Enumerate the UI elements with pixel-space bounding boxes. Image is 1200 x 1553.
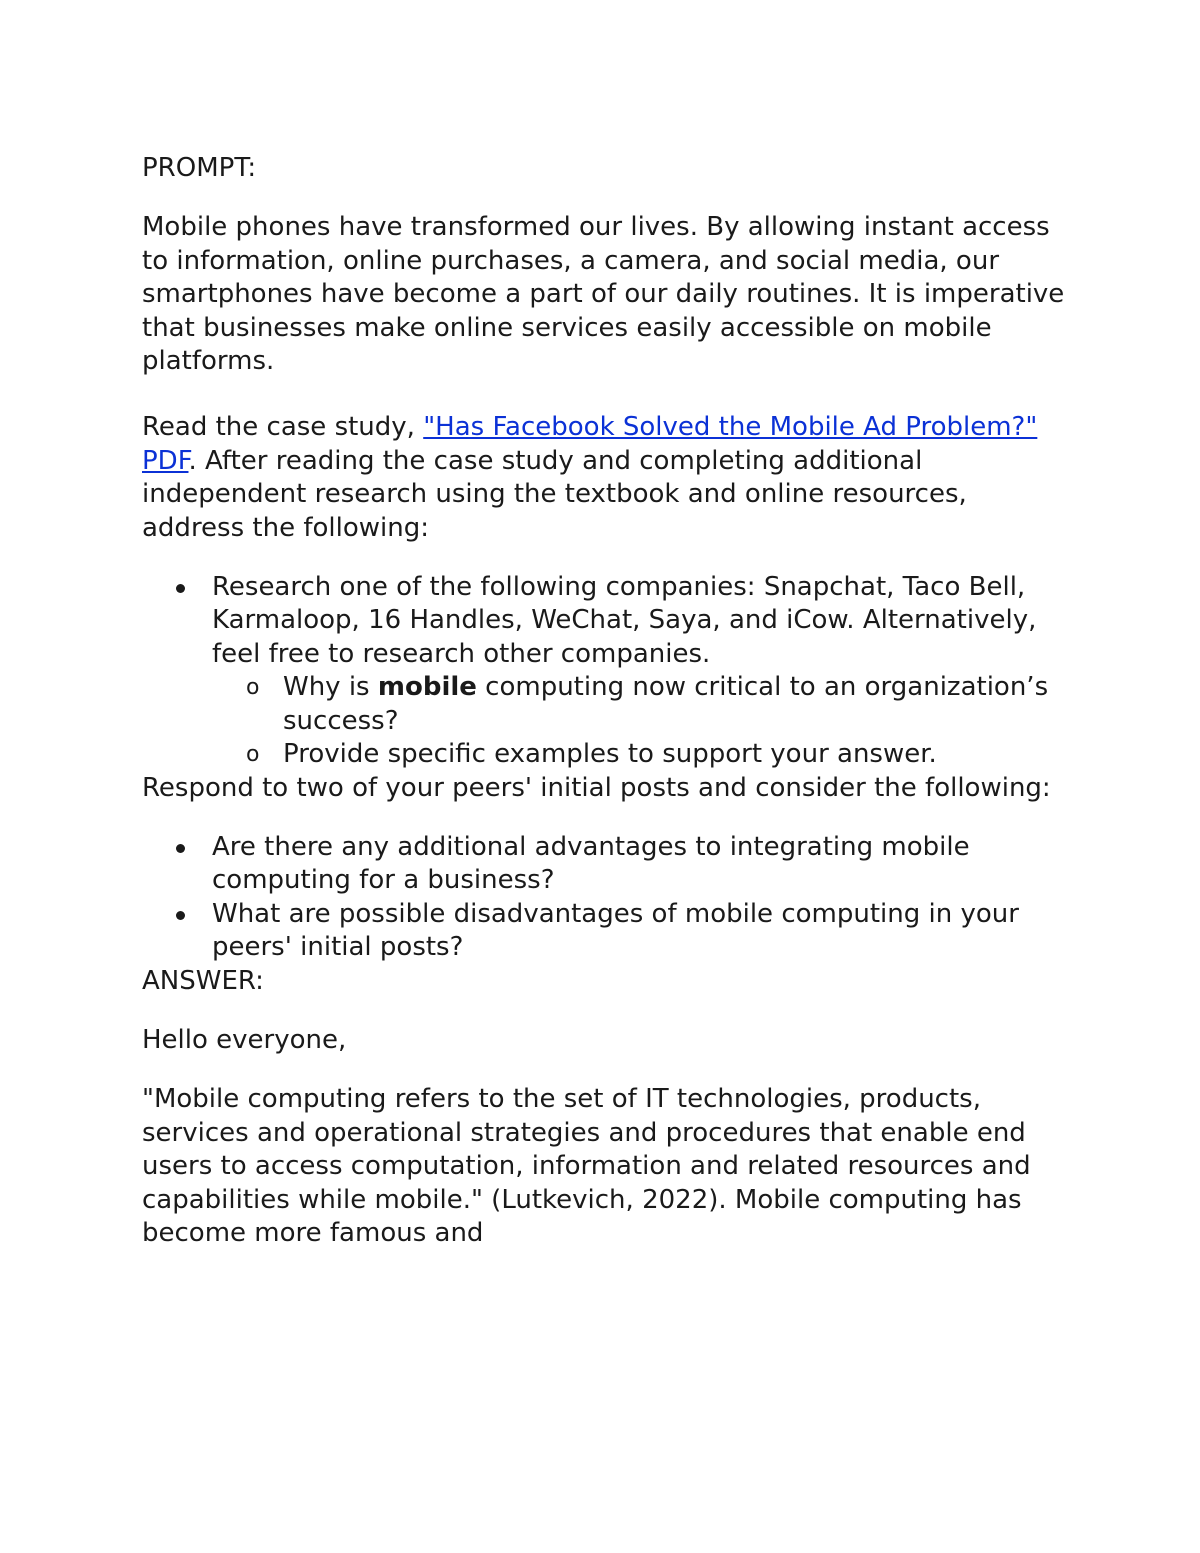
- prompt-intro: Mobile phones have transformed our lives. By allowing instant access to information, online purchases, a camera, and social media, our smartphones have become a part of our daily routines. It is imperative that businesses make online services easily accessible on mobile platforms.: [142, 212, 1065, 377]
- document-page: [142, 152, 1072, 1250]
- case-study-text-after: . After reading the case study and completing additional independent research using the textbook and online resources, address the following:: [142, 445, 967, 543]
- case-study-pdf-link[interactable]: "Has Facebook Solved the Mobile Ad Problem?" PDF: [142, 412, 1038, 476]
- answer-label: ANSWER:: [142, 965, 264, 996]
- sub-bullet-marker: o: [246, 675, 260, 701]
- list-item: [212, 738, 1072, 771]
- list-item: [212, 671, 1072, 738]
- list-item: [142, 898, 1072, 965]
- sub-item-bold-word: mobile: [377, 672, 477, 703]
- respond-paragraph: Respond to two of your peers' initial posts and consider the following:: [142, 772, 1051, 803]
- sub-item-text-after: computing now critical to an organization’s success?: [283, 672, 1049, 736]
- respond-bullet-list: [142, 831, 1072, 965]
- research-bullet-text: Research one of the following companies: Snapchat, Taco Bell, Karmaloop, 16 Handles, WeChat, Saya, and iCow. Alternatively, feel free to research other companies.: [212, 572, 1037, 669]
- sub-item-text: Provide specific examples to support your answer.: [283, 739, 937, 770]
- prompt-label: PROMPT:: [142, 153, 257, 183]
- respond-bullet-text: What are possible disadvantages of mobile computing in your peers' initial posts?: [212, 898, 1019, 963]
- list-item: [142, 571, 1072, 771]
- sub-bullet-marker: o: [246, 742, 260, 768]
- case-study-paragraph: [142, 411, 1072, 545]
- list-item: [142, 831, 1072, 898]
- sub-item-text-before: Why is: [283, 672, 378, 703]
- answer-body: "Mobile computing refers to the set of IT technologies, products, services and operational strategies and procedures that enable end users to access computation, information and related resources and capabilities while mobile." (Lutkevich, 2022). Mobile computing has become more famous and: [142, 1084, 1031, 1248]
- answer-greeting: Hello everyone,: [142, 1024, 347, 1055]
- research-bullet-list: [142, 571, 1072, 771]
- case-study-text-before: Read the case study,: [142, 412, 424, 443]
- research-sub-list: [212, 671, 1072, 771]
- respond-bullet-text: Are there any additional advantages to integrating mobile computing for a business?: [212, 831, 970, 896]
